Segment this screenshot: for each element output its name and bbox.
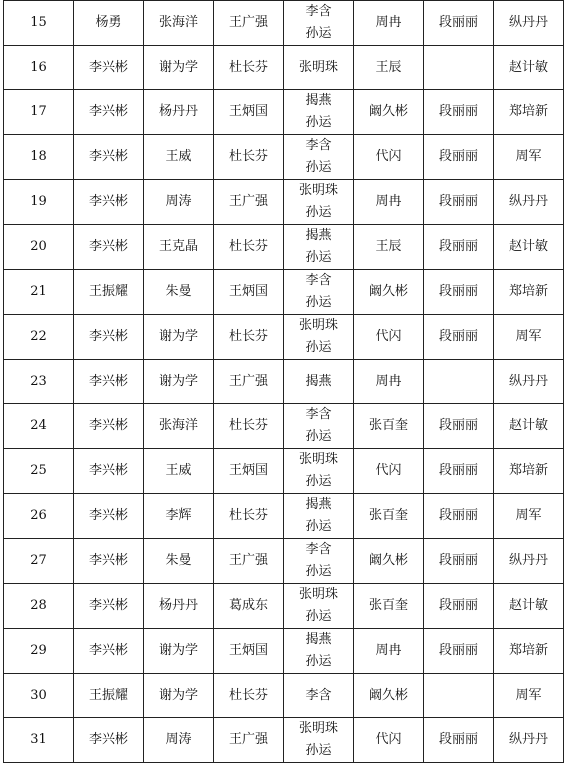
col-8-cell: 赵计敏	[494, 584, 564, 629]
cell-line: 李含	[305, 407, 332, 422]
day-number-cell: 26	[4, 494, 74, 539]
cell-line: 李含	[305, 273, 332, 288]
col-7-cell: 段丽丽	[424, 1, 494, 46]
col-8-cell: 周军	[494, 315, 564, 360]
day-number-cell: 18	[4, 135, 74, 180]
col-4-cell: 杜长芬	[214, 225, 284, 270]
col-2-cell: 李兴彬	[74, 90, 144, 135]
col-7-cell	[424, 360, 494, 404]
col-2-cell: 王振耀	[74, 674, 144, 718]
col-6-cell: 周冉	[354, 360, 424, 404]
col-2-cell: 李兴彬	[74, 584, 144, 629]
day-number-cell: 30	[4, 674, 74, 718]
table-row	[4, 135, 564, 180]
col-8-cell: 郑培新	[494, 90, 564, 135]
cell-line: 张明珠	[298, 318, 338, 333]
col-5-cell	[284, 135, 354, 180]
col-3-cell: 谢为学	[144, 46, 214, 90]
cell-line: 张明珠	[298, 721, 338, 736]
col-3-cell: 李辉	[144, 494, 214, 539]
cell-line: 孙运	[305, 564, 332, 579]
col-3-cell: 谢为学	[144, 315, 214, 360]
day-number-cell: 24	[4, 404, 74, 449]
col-6-cell: 阚久彬	[354, 90, 424, 135]
col-4-cell: 王炳国	[214, 90, 284, 135]
col-3-cell: 杨丹丹	[144, 584, 214, 629]
table-row	[4, 584, 564, 629]
table-row	[4, 180, 564, 225]
col-3-cell: 张海洋	[144, 404, 214, 449]
day-number-cell: 23	[4, 360, 74, 404]
day-number-cell: 22	[4, 315, 74, 360]
col-5-cell	[284, 46, 354, 90]
col-6-cell: 周冉	[354, 180, 424, 225]
cell-line: 李含	[305, 138, 332, 153]
col-7-cell: 段丽丽	[424, 404, 494, 449]
col-4-cell: 杜长芬	[214, 404, 284, 449]
cell-line: 揭燕	[305, 93, 332, 108]
col-3-cell: 张海洋	[144, 1, 214, 46]
col-7-cell: 段丽丽	[424, 539, 494, 584]
cell-line: 孙运	[305, 429, 332, 444]
cell-line: 揭燕	[305, 373, 332, 389]
col-3-cell: 王克晶	[144, 225, 214, 270]
col-2-cell: 李兴彬	[74, 539, 144, 584]
col-2-cell: 李兴彬	[74, 315, 144, 360]
col-2-cell: 李兴彬	[74, 225, 144, 270]
table-body	[4, 1, 564, 763]
cell-line: 孙运	[305, 26, 332, 41]
col-4-cell: 王广强	[214, 360, 284, 404]
col-2-cell: 李兴彬	[74, 404, 144, 449]
col-4-cell: 王广强	[214, 1, 284, 46]
table-row	[4, 629, 564, 674]
col-7-cell: 段丽丽	[424, 718, 494, 763]
cell-line: 孙运	[305, 519, 332, 534]
col-2-cell: 李兴彬	[74, 180, 144, 225]
col-2-cell: 李兴彬	[74, 360, 144, 404]
table-row	[4, 315, 564, 360]
col-8-cell: 周军	[494, 674, 564, 718]
day-number-cell: 15	[4, 1, 74, 46]
col-6-cell: 张百奎	[354, 494, 424, 539]
col-8-cell: 赵计敏	[494, 404, 564, 449]
col-7-cell: 段丽丽	[424, 225, 494, 270]
col-8-cell: 郑培新	[494, 629, 564, 674]
cell-line: 李含	[305, 687, 332, 703]
col-7-cell: 段丽丽	[424, 584, 494, 629]
col-3-cell: 王威	[144, 449, 214, 494]
col-5-cell	[284, 404, 354, 449]
col-4-cell: 王广强	[214, 718, 284, 763]
col-6-cell: 阚久彬	[354, 270, 424, 315]
table-row	[4, 225, 564, 270]
col-4-cell: 王炳国	[214, 629, 284, 674]
col-4-cell: 杜长芬	[214, 46, 284, 90]
col-8-cell: 周军	[494, 135, 564, 180]
table-row	[4, 539, 564, 584]
col-8-cell: 赵计敏	[494, 46, 564, 90]
col-3-cell: 周涛	[144, 180, 214, 225]
col-2-cell: 王振耀	[74, 270, 144, 315]
col-2-cell: 李兴彬	[74, 494, 144, 539]
day-number-cell: 17	[4, 90, 74, 135]
col-4-cell: 王广强	[214, 539, 284, 584]
col-4-cell: 葛成东	[214, 584, 284, 629]
table-row	[4, 1, 564, 46]
cell-line: 孙运	[305, 474, 332, 489]
col-6-cell: 王辰	[354, 46, 424, 90]
col-5-cell	[284, 449, 354, 494]
col-5-cell	[284, 270, 354, 315]
col-6-cell: 阚久彬	[354, 539, 424, 584]
col-3-cell: 谢为学	[144, 674, 214, 718]
col-3-cell: 谢为学	[144, 629, 214, 674]
duty-roster-table	[3, 0, 564, 763]
col-6-cell: 周冉	[354, 629, 424, 674]
col-5-cell	[284, 674, 354, 718]
col-7-cell: 段丽丽	[424, 135, 494, 180]
cell-line: 张明珠	[298, 183, 338, 198]
col-7-cell	[424, 46, 494, 90]
cell-line: 张明珠	[298, 59, 338, 75]
col-4-cell: 王广强	[214, 180, 284, 225]
col-5-cell	[284, 90, 354, 135]
col-5-cell	[284, 180, 354, 225]
cell-line: 揭燕	[305, 632, 332, 647]
col-2-cell: 李兴彬	[74, 718, 144, 763]
cell-line: 孙运	[305, 250, 332, 265]
col-8-cell: 纵丹丹	[494, 1, 564, 46]
col-5-cell	[284, 315, 354, 360]
cell-line: 孙运	[305, 609, 332, 624]
col-7-cell	[424, 674, 494, 718]
table-row	[4, 270, 564, 315]
col-7-cell: 段丽丽	[424, 629, 494, 674]
col-4-cell: 杜长芬	[214, 674, 284, 718]
col-2-cell: 杨勇	[74, 1, 144, 46]
col-3-cell: 王威	[144, 135, 214, 180]
col-5-cell	[284, 360, 354, 404]
cell-line: 揭燕	[305, 228, 332, 243]
col-7-cell: 段丽丽	[424, 449, 494, 494]
table-row	[4, 494, 564, 539]
day-number-cell: 28	[4, 584, 74, 629]
day-number-cell: 19	[4, 180, 74, 225]
col-5-cell	[284, 494, 354, 539]
col-8-cell: 纵丹丹	[494, 360, 564, 404]
col-4-cell: 杜长芬	[214, 494, 284, 539]
col-3-cell: 杨丹丹	[144, 90, 214, 135]
table-row	[4, 90, 564, 135]
col-3-cell: 朱曼	[144, 539, 214, 584]
table-row	[4, 718, 564, 763]
col-2-cell: 李兴彬	[74, 135, 144, 180]
col-7-cell: 段丽丽	[424, 180, 494, 225]
col-2-cell: 李兴彬	[74, 46, 144, 90]
cell-line: 李含	[305, 4, 332, 19]
col-4-cell: 杜长芬	[214, 315, 284, 360]
cell-line: 孙运	[305, 205, 332, 220]
col-5-cell	[284, 584, 354, 629]
col-6-cell: 代闪	[354, 718, 424, 763]
cell-line: 孙运	[305, 115, 332, 130]
col-6-cell: 代闪	[354, 135, 424, 180]
table-row	[4, 674, 564, 718]
day-number-cell: 21	[4, 270, 74, 315]
col-4-cell: 杜长芬	[214, 135, 284, 180]
day-number-cell: 29	[4, 629, 74, 674]
col-8-cell: 纵丹丹	[494, 718, 564, 763]
table-row	[4, 46, 564, 90]
col-2-cell: 李兴彬	[74, 449, 144, 494]
table-row	[4, 404, 564, 449]
col-6-cell: 周冉	[354, 1, 424, 46]
col-3-cell: 朱曼	[144, 270, 214, 315]
col-2-cell: 李兴彬	[74, 629, 144, 674]
day-number-cell: 25	[4, 449, 74, 494]
col-5-cell	[284, 1, 354, 46]
cell-line: 孙运	[305, 340, 332, 355]
col-8-cell: 纵丹丹	[494, 539, 564, 584]
cell-line: 孙运	[305, 654, 332, 669]
col-6-cell: 王辰	[354, 225, 424, 270]
col-3-cell: 谢为学	[144, 360, 214, 404]
col-6-cell: 张百奎	[354, 404, 424, 449]
col-6-cell: 张百奎	[354, 584, 424, 629]
col-7-cell: 段丽丽	[424, 494, 494, 539]
cell-line: 李含	[305, 542, 332, 557]
col-8-cell: 周军	[494, 494, 564, 539]
col-6-cell: 阚久彬	[354, 674, 424, 718]
table-row	[4, 449, 564, 494]
cell-line: 孙运	[305, 295, 332, 310]
cell-line: 张明珠	[298, 587, 338, 602]
col-7-cell: 段丽丽	[424, 90, 494, 135]
col-5-cell	[284, 225, 354, 270]
day-number-cell: 27	[4, 539, 74, 584]
col-8-cell: 纵丹丹	[494, 180, 564, 225]
col-4-cell: 王炳国	[214, 449, 284, 494]
cell-line: 孙运	[305, 743, 332, 758]
col-8-cell: 郑培新	[494, 449, 564, 494]
col-6-cell: 代闪	[354, 315, 424, 360]
day-number-cell: 16	[4, 46, 74, 90]
col-5-cell	[284, 629, 354, 674]
col-8-cell: 赵计敏	[494, 225, 564, 270]
col-5-cell	[284, 539, 354, 584]
col-7-cell: 段丽丽	[424, 315, 494, 360]
col-4-cell: 王炳国	[214, 270, 284, 315]
col-8-cell: 郑培新	[494, 270, 564, 315]
day-number-cell: 31	[4, 718, 74, 763]
col-6-cell: 代闪	[354, 449, 424, 494]
cell-line: 孙运	[305, 160, 332, 175]
cell-line: 张明珠	[298, 452, 338, 467]
col-3-cell: 周涛	[144, 718, 214, 763]
day-number-cell: 20	[4, 225, 74, 270]
table-row	[4, 360, 564, 404]
col-7-cell: 段丽丽	[424, 270, 494, 315]
col-5-cell	[284, 718, 354, 763]
cell-line: 揭燕	[305, 497, 332, 512]
